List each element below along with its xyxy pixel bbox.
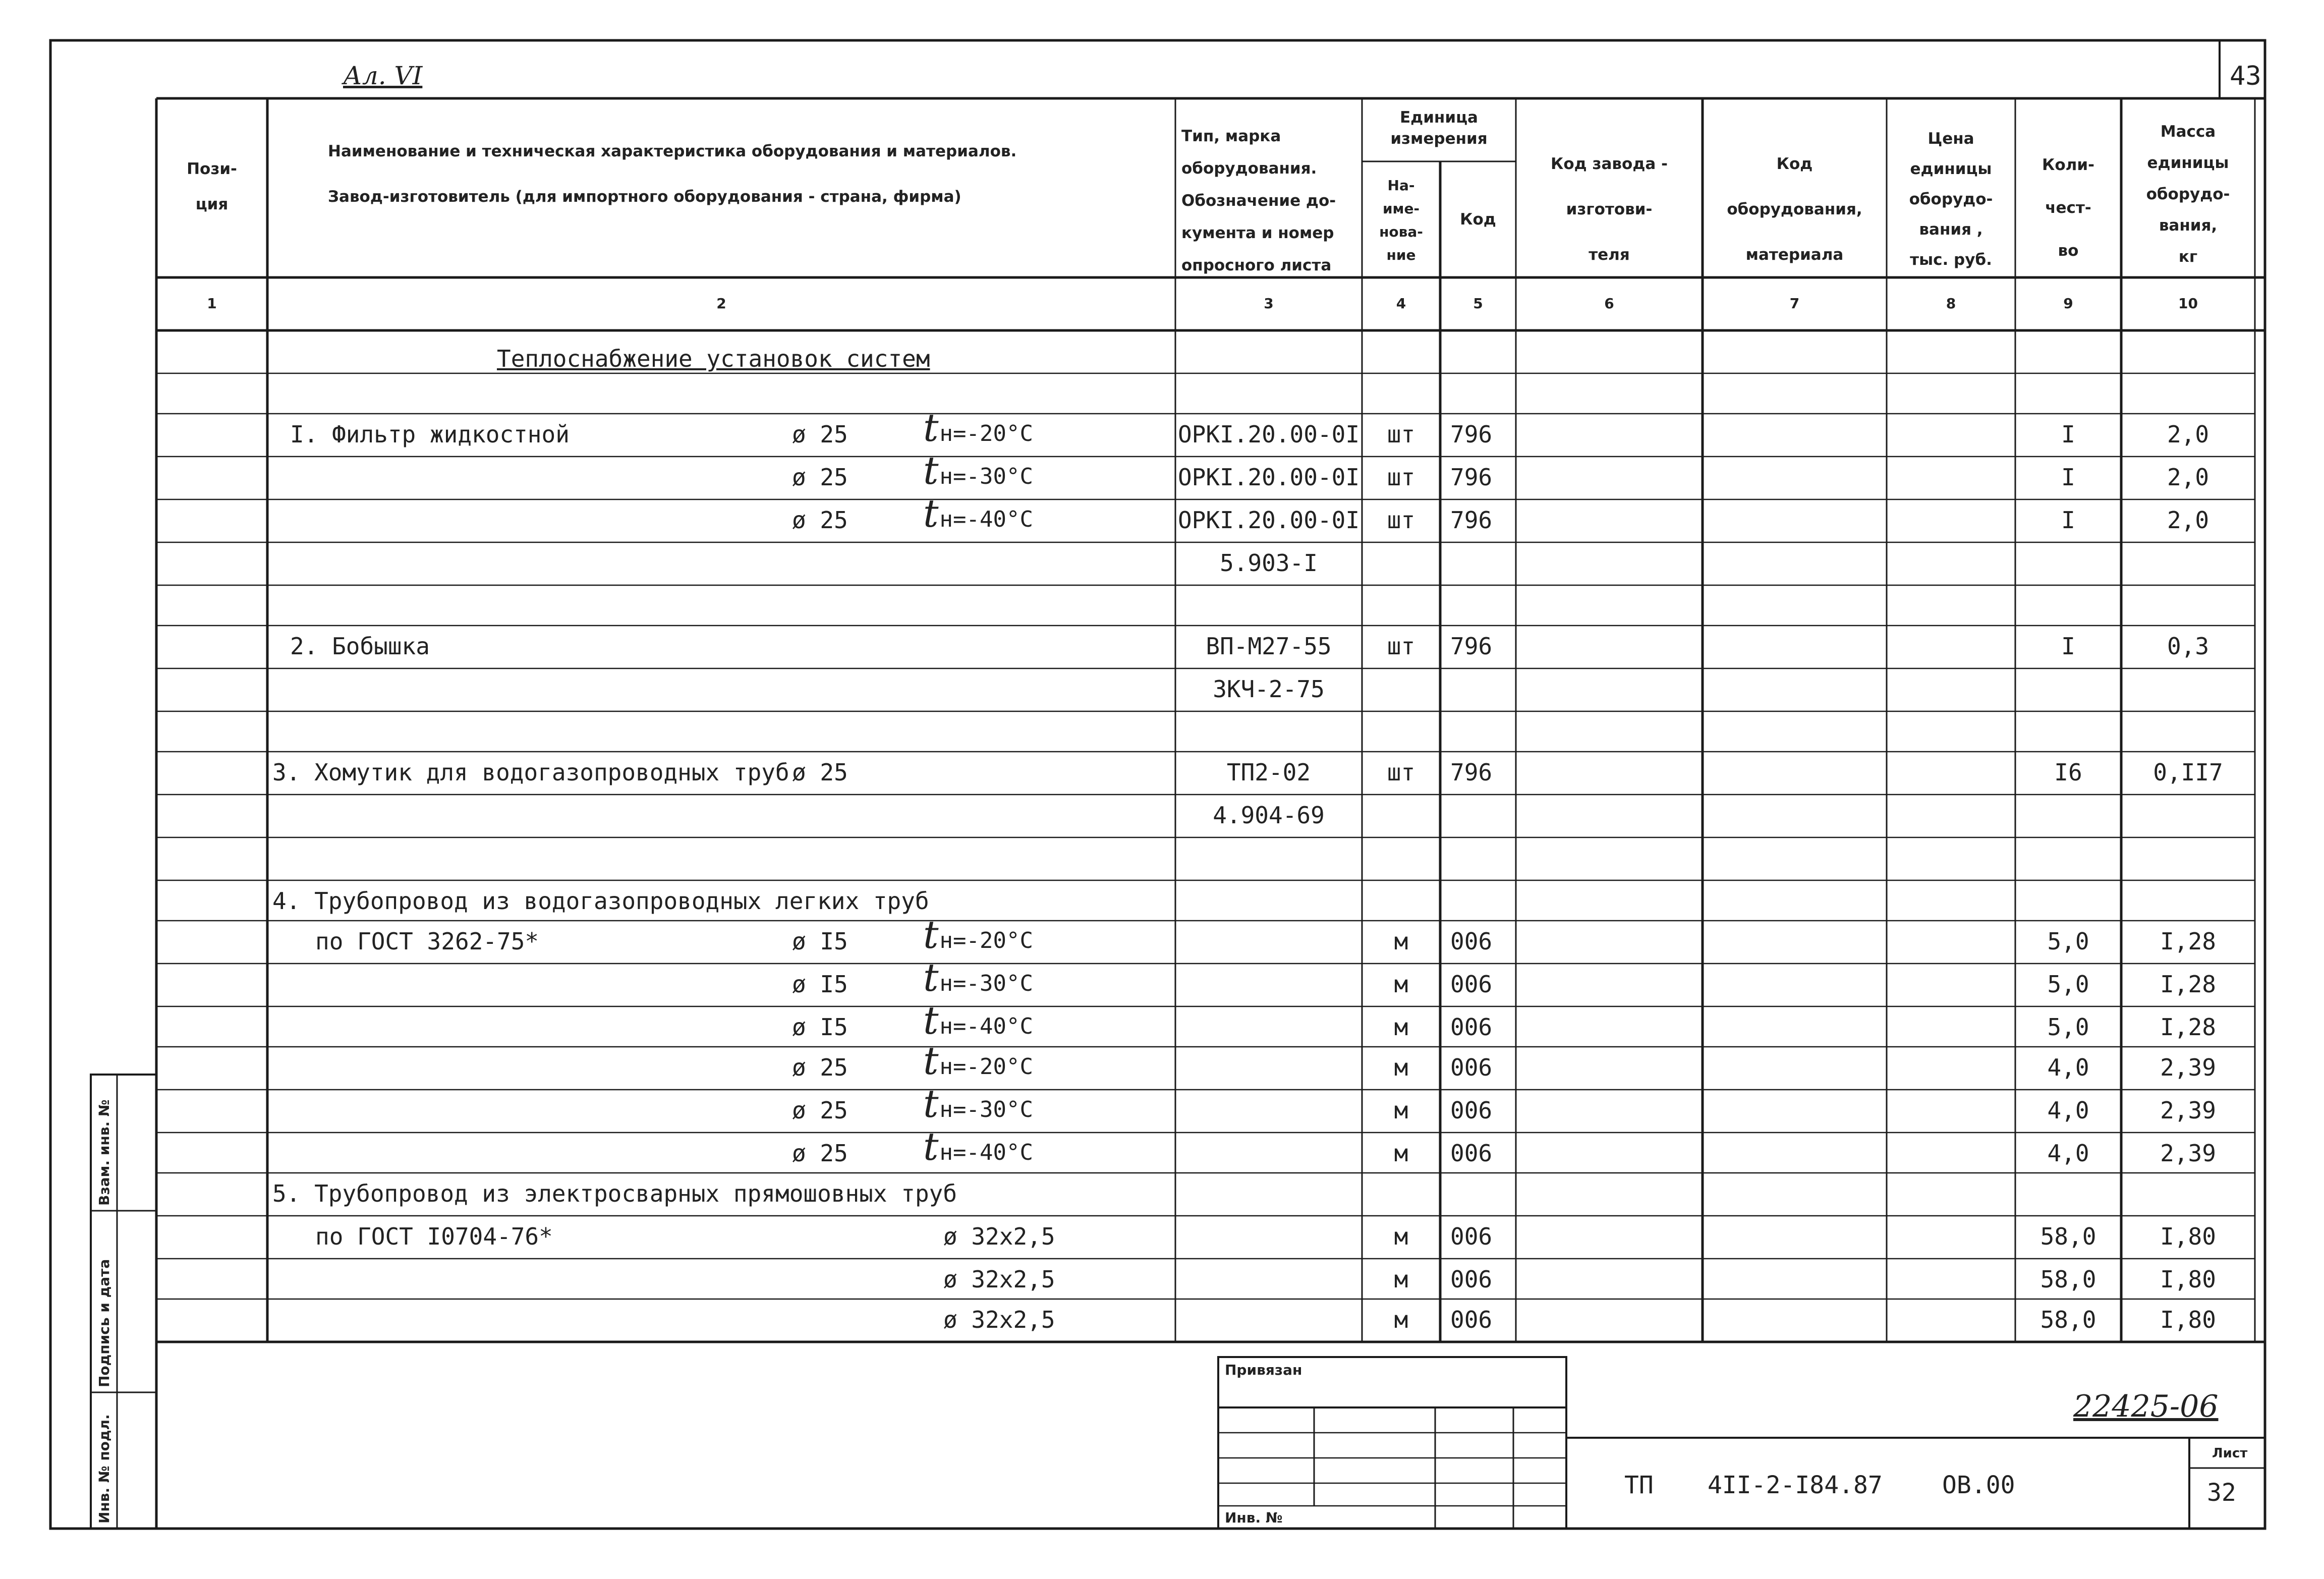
item-quantity: 4,0	[2047, 1097, 2089, 1124]
header-unit-name-line: На-	[1387, 177, 1415, 194]
item-diameter: ø 25	[792, 506, 848, 534]
header-type-line: оборудования.	[1181, 159, 1317, 178]
header-unit-name	[1362, 174, 1440, 267]
item-unit: м	[1394, 1097, 1408, 1124]
temperature-value: н=-30°С	[939, 464, 1033, 489]
item-type: ОРКI.20.00-0I	[1177, 421, 1360, 448]
item-quantity: 4,0	[2047, 1140, 2089, 1167]
temperature-value: н=-20°С	[939, 1054, 1033, 1080]
side-stamp-podpis: Подпись и дата	[96, 1259, 112, 1387]
column-number: 4	[1396, 295, 1406, 312]
item-name: I. Фильтр жидкостной	[290, 421, 570, 448]
temperature-value: н=-30°С	[939, 971, 1033, 996]
item-quantity: 58,0	[2040, 1266, 2096, 1293]
item-temperature	[923, 405, 1033, 450]
item-temperature	[923, 998, 1033, 1043]
section-title: Теплоснабжение установок систем	[497, 345, 930, 372]
item-mass: 2,0	[2167, 464, 2209, 491]
header-unit-name-line: име-	[1382, 200, 1420, 217]
item-unit-code: 006	[1450, 1223, 1493, 1250]
header-position-line: Пози-	[187, 160, 237, 178]
side-stamp-inv-podl: Инв. № подл.	[96, 1414, 112, 1524]
item-name: 5. Трубопровод из электросварных прямошовных труб	[272, 1180, 957, 1207]
item-unit-code: 796	[1450, 759, 1493, 786]
item-unit: шт	[1387, 506, 1415, 534]
item-unit: м	[1394, 1140, 1408, 1167]
item-unit: м	[1394, 928, 1408, 955]
header-type-line: Тип, марка	[1181, 127, 1281, 145]
header-type	[1181, 120, 1336, 281]
header-mass	[2121, 116, 2255, 272]
header-equipment-code-line: материала	[1745, 246, 1844, 264]
header-price-line: единицы	[1910, 160, 1992, 178]
item-unit: м	[1394, 971, 1408, 998]
item-unit-code: 796	[1450, 633, 1493, 660]
item-mass: 2,39	[2160, 1140, 2216, 1167]
header-equipment-code	[1703, 141, 1887, 277]
header-factory-code-line: Код завода -	[1551, 155, 1668, 173]
temperature-symbol: t	[923, 955, 939, 1000]
item-diameter: ø 32х2,5	[943, 1306, 1055, 1333]
header-unit-code: Код	[1460, 210, 1496, 229]
item-mass: I,28	[2160, 928, 2216, 955]
item-type: 3КЧ-2-75	[1213, 675, 1325, 703]
item-unit-code: 796	[1450, 506, 1493, 534]
header-price-line: вания ,	[1919, 220, 1983, 239]
header-manufacturer: Завод-изготовитель (для импортного оборудования - страна, фирма)	[328, 188, 961, 206]
item-type: 5.903-I	[1220, 549, 1318, 577]
item-name: 4. Трубопровод из водогазопроводных легких труб	[272, 887, 929, 915]
item-diameter: ø I5	[792, 1013, 848, 1041]
item-diameter: ø 25	[792, 759, 848, 786]
temperature-symbol: t	[923, 1124, 939, 1169]
item-mass: I,80	[2160, 1223, 2216, 1250]
item-unit: шт	[1387, 464, 1415, 491]
item-unit: шт	[1387, 759, 1415, 786]
item-mass: I,28	[2160, 971, 2216, 998]
item-mass: 2,0	[2167, 506, 2209, 534]
privyazan-label: Привязан	[1225, 1362, 1302, 1378]
item-mass: I,28	[2160, 1013, 2216, 1041]
header-price	[1887, 124, 2015, 275]
header-price-line: оборудо-	[1909, 190, 1993, 208]
temperature-symbol: t	[923, 1081, 939, 1126]
header-type-line: опросного листа	[1181, 256, 1332, 274]
temperature-value: н=-30°С	[939, 1097, 1033, 1122]
temperature-value: н=-40°С	[939, 1140, 1033, 1165]
item-quantity: 5,0	[2047, 1013, 2089, 1041]
column-number: 1	[207, 295, 217, 312]
temperature-value: н=-20°С	[939, 928, 1033, 953]
item-temperature	[923, 1081, 1033, 1126]
item-unit: м	[1394, 1266, 1408, 1293]
item-quantity: I	[2061, 633, 2075, 660]
item-unit: м	[1394, 1054, 1408, 1081]
header-type-line: кумента и номер	[1181, 224, 1334, 242]
item-name: 2. Бобышка	[290, 633, 430, 660]
item-quantity: I	[2061, 421, 2075, 448]
item-unit-code: 006	[1450, 1097, 1493, 1124]
item-temperature	[923, 955, 1033, 1000]
item-unit: шт	[1387, 633, 1415, 660]
header-mass-line: вания,	[2159, 216, 2218, 235]
item-unit-code: 796	[1450, 421, 1493, 448]
item-diameter: ø 25	[792, 464, 848, 491]
annex-label: Ал. VI	[343, 61, 423, 90]
item-quantity: 58,0	[2040, 1306, 2096, 1333]
header-price-line: тыс. руб.	[1910, 251, 1992, 269]
column-number: 7	[1789, 295, 1800, 312]
item-type: ОРКI.20.00-0I	[1177, 506, 1360, 534]
header-quantity	[2015, 144, 2121, 272]
header-mass-line: оборудо-	[2146, 185, 2230, 203]
document-number: 22425-06	[2073, 1389, 2219, 1424]
item-type: ТП2-02	[1226, 759, 1311, 786]
header-unit-name-line: ние	[1386, 247, 1416, 263]
item-name: 3. Хомутик для водогазопроводных труб	[272, 759, 789, 786]
item-unit-code: 006	[1450, 928, 1493, 955]
header-mass-line: единицы	[2147, 154, 2229, 172]
item-unit-code: 006	[1450, 1266, 1493, 1293]
header-unit	[1362, 107, 1516, 149]
temperature-value: н=-40°С	[939, 1013, 1033, 1039]
item-quantity: I	[2061, 464, 2075, 491]
item-quantity: 5,0	[2047, 971, 2089, 998]
item-name: по ГОСТ 3262-75*	[315, 928, 539, 955]
item-unit-code: 006	[1450, 1054, 1493, 1081]
item-mass: 2,39	[2160, 1097, 2216, 1124]
item-diameter: ø 32х2,5	[943, 1223, 1055, 1250]
header-quantity-line: во	[2058, 242, 2079, 260]
header-quantity-line: чест-	[2045, 199, 2091, 217]
header-factory-code	[1516, 141, 1703, 277]
item-mass: 0,3	[2167, 633, 2209, 660]
stamp-code: 4II-2-I84.87	[1708, 1471, 1883, 1499]
item-unit: м	[1394, 1013, 1408, 1041]
item-unit-code: 796	[1450, 464, 1493, 491]
item-temperature	[923, 1124, 1033, 1169]
column-number: 8	[1946, 295, 1956, 312]
item-type: ОРКI.20.00-0I	[1177, 464, 1360, 491]
item-diameter: ø I5	[792, 928, 848, 955]
item-diameter: ø 25	[792, 1140, 848, 1167]
temperature-symbol: t	[923, 1038, 939, 1083]
header-unit-name-line: нова-	[1379, 223, 1423, 240]
item-unit-code: 006	[1450, 1140, 1493, 1167]
item-unit-code: 006	[1450, 1013, 1493, 1041]
item-unit: шт	[1387, 421, 1415, 448]
side-stamp-vzam: Взам. инв. №	[96, 1099, 112, 1206]
item-unit: м	[1394, 1223, 1408, 1250]
temperature-symbol: t	[923, 405, 939, 450]
header-mass-line: кг	[2178, 248, 2198, 266]
header-mass-line: Масса	[2160, 123, 2216, 141]
item-quantity: 4,0	[2047, 1054, 2089, 1081]
item-name: по ГОСТ I0704-76*	[315, 1223, 553, 1250]
item-mass: 2,0	[2167, 421, 2209, 448]
sheet-label: Лист	[2212, 1446, 2248, 1461]
header-factory-code-line: теля	[1589, 246, 1630, 264]
item-quantity: I6	[2054, 759, 2082, 786]
item-mass: I,80	[2160, 1266, 2216, 1293]
item-unit-code: 006	[1450, 1306, 1493, 1333]
header-price-line: Цена	[1928, 130, 1974, 148]
header-position-line: ция	[195, 195, 229, 213]
item-type: 4.904-69	[1213, 802, 1325, 829]
temperature-symbol: t	[923, 912, 939, 957]
item-temperature	[923, 1038, 1033, 1083]
item-diameter: ø 32х2,5	[943, 1266, 1055, 1293]
header-position	[156, 151, 267, 222]
header-equipment-code-line: Код	[1776, 155, 1813, 173]
header-factory-code-line: изготови-	[1566, 200, 1653, 218]
temperature-symbol: t	[923, 998, 939, 1043]
header-quantity-line: Коли-	[2042, 156, 2094, 174]
item-mass: 2,39	[2160, 1054, 2216, 1081]
temperature-value: н=-40°С	[939, 506, 1033, 532]
header-type-line: Обозначение до-	[1181, 192, 1336, 210]
item-type: ВП-М27-55	[1206, 633, 1332, 660]
column-number: 5	[1473, 295, 1483, 312]
item-diameter: ø 25	[792, 1054, 848, 1081]
temperature-symbol: t	[923, 491, 939, 536]
temperature-symbol: t	[923, 448, 939, 493]
header-name: Наименование и техническая характеристика оборудования и материалов.	[328, 142, 1017, 160]
stamp-tp: ТП	[1624, 1471, 1654, 1499]
item-mass: I,80	[2160, 1306, 2216, 1333]
header-unit-line: Единица	[1400, 108, 1478, 127]
column-number: 2	[716, 295, 726, 312]
item-diameter: ø 25	[792, 421, 848, 448]
column-number: 3	[1264, 295, 1274, 312]
column-number: 10	[2178, 295, 2198, 312]
column-number: 6	[1604, 295, 1614, 312]
item-diameter: ø I5	[792, 971, 848, 998]
item-temperature	[923, 448, 1033, 493]
page-number: 43	[2230, 61, 2261, 91]
item-quantity: I	[2061, 506, 2075, 534]
item-temperature	[923, 912, 1033, 957]
item-unit-code: 006	[1450, 971, 1493, 998]
item-unit: м	[1394, 1306, 1408, 1333]
item-quantity: 5,0	[2047, 928, 2089, 955]
item-quantity: 58,0	[2040, 1223, 2096, 1250]
inv-label: Инв. №	[1225, 1509, 1283, 1526]
header-unit-line: измерения	[1390, 130, 1488, 148]
item-diameter: ø 25	[792, 1097, 848, 1124]
column-number: 9	[2063, 295, 2073, 312]
temperature-value: н=-20°С	[939, 421, 1033, 446]
item-mass: 0,II7	[2153, 759, 2223, 786]
stamp-section: ОВ.00	[1942, 1471, 2015, 1499]
header-equipment-code-line: оборудования,	[1727, 200, 1862, 218]
sheet-number: 32	[2207, 1479, 2236, 1507]
item-temperature	[923, 491, 1033, 536]
